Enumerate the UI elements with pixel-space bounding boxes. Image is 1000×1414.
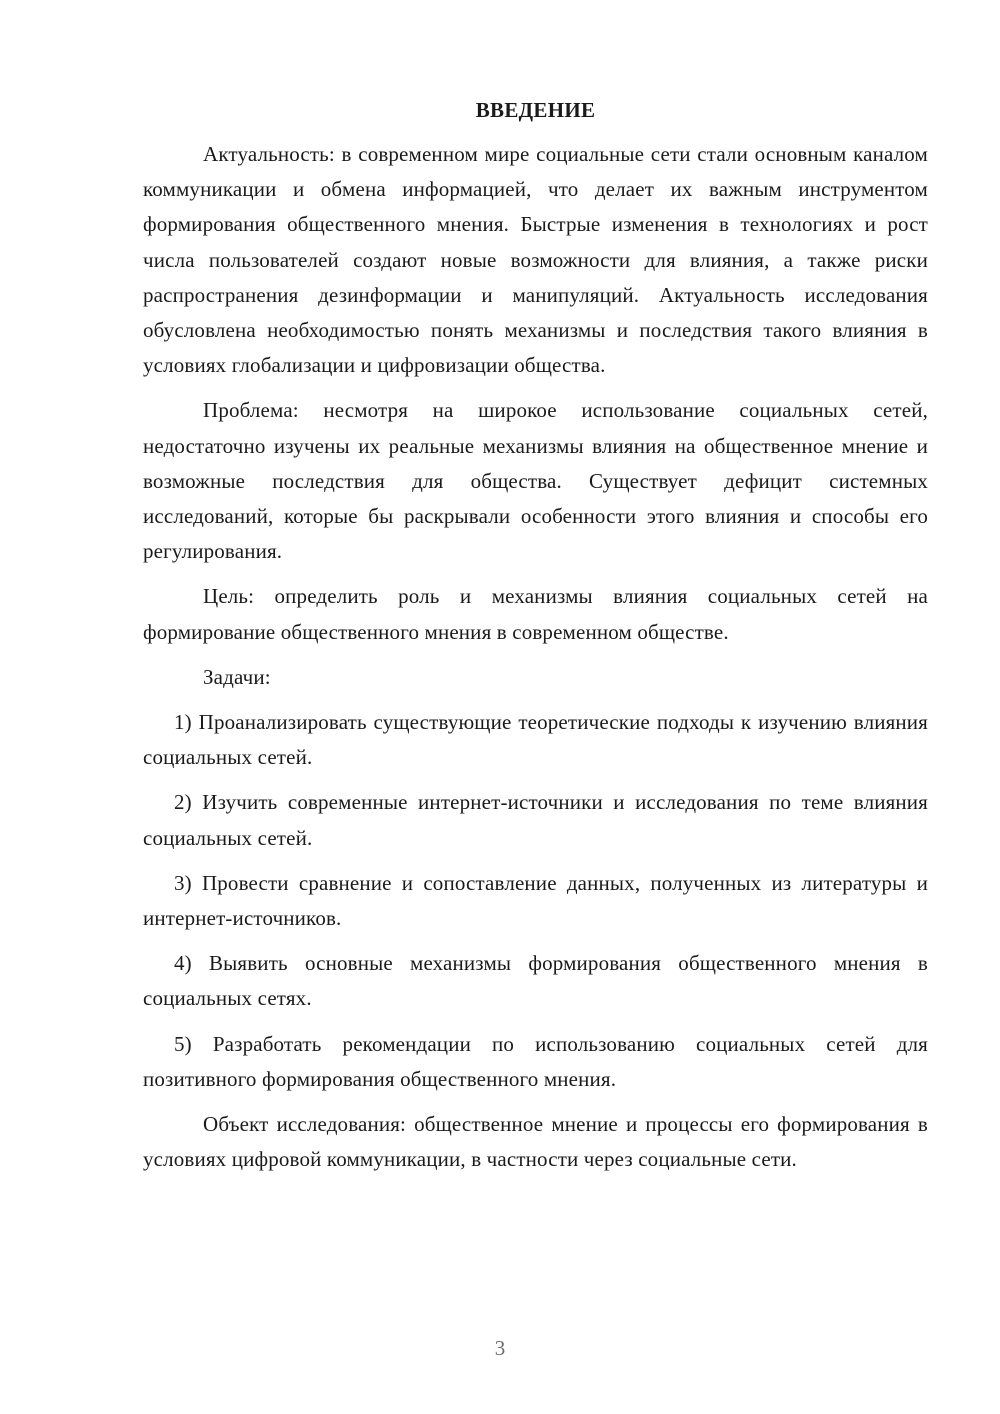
page-content (143, 93, 928, 1177)
goal-paragraph: Цель: определить роль и механизмы влияния социальных сетей на формирование общественного мнения в современном обществе. (143, 584, 928, 644)
relevance-paragraph: Актуальность: в современном мире социальные сети стали основным каналом коммуникации и обмена информацией, что делает их важным инструментом формирования общественного мнения. Быстрые изменения в технологиях и рост числа пользователей создают новые возможности для влияния, а также риски распространения дезинформации и манипуляций. Актуальность исследования обусловлена необходимостью понять механизмы и последствия такого влияния в условиях глобализации и цифровизации общества. (143, 142, 928, 378)
task-item: 5) Разработать рекомендации по использованию социальных сетей для позитивного формирования общественного мнения. (143, 1031, 928, 1091)
tasks-heading: Задачи: (203, 664, 271, 689)
task-item: 4) Выявить основные механизмы формирования общественного мнения в социальных сетях. (143, 951, 928, 1011)
tasks-list (143, 705, 928, 1097)
object-paragraph: Объект исследования: общественное мнение и процессы его формирования в условиях цифровой коммуникации, в частности через социальные сети. (143, 1112, 928, 1172)
problem-paragraph: Проблема: несмотря на широкое использование социальных сетей, недостаточно изучены их реальные механизмы влияния на общественное мнение и возможные последствия для общества. Существует дефицит системных исследований, которые бы раскрывали особенности этого влияния и способы его регулирования. (143, 398, 928, 564)
page-number: 3 (494, 1336, 506, 1360)
task-item: 3) Провести сравнение и сопоставление данных, полученных из литературы и интернет-источников. (143, 870, 928, 931)
task-item: 2) Изучить современные интернет-источники и исследования по теме влияния социальных сетей. (143, 790, 928, 850)
section-title: ВВЕДЕНИЕ (475, 98, 596, 122)
task-item: 1) Проанализировать существующие теоретические подходы к изучению влияния социальных сетей. (143, 710, 928, 770)
